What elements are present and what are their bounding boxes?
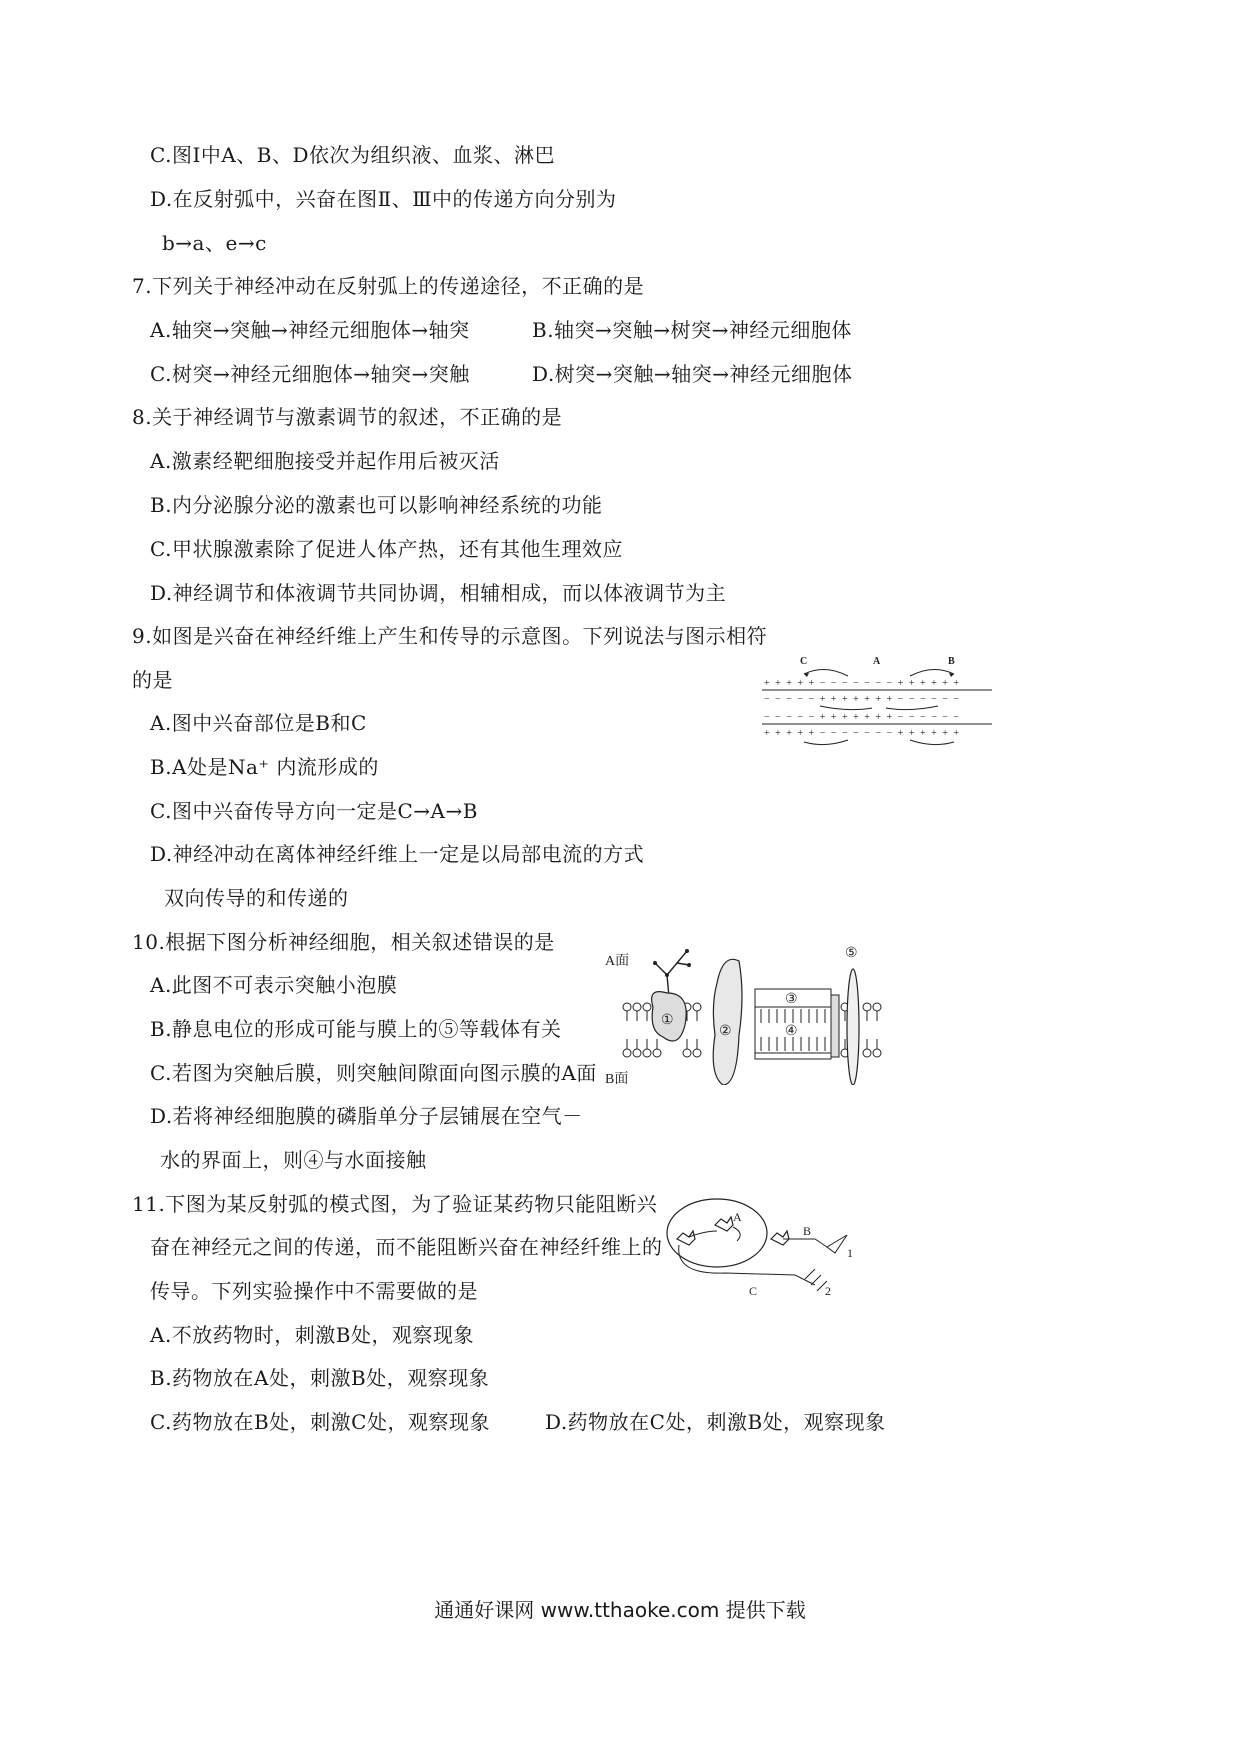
q9-stem: 9.如图是兴奋在神经纤维上产生和传导的示意图。下列说法与图示相符 xyxy=(132,624,768,648)
q8-option-b: B.内分泌腺分泌的激素也可以影响神经系统的功能 xyxy=(150,493,603,517)
membrane-side-a: A面 xyxy=(605,954,630,969)
marker-4: ④ xyxy=(785,1024,798,1039)
svg-text:+ + + + + − − − − − − − + +: + + + + + − − − − − − − + + + + + + xyxy=(764,728,961,739)
q10-stem: 10.根据下图分析神经细胞，相关叙述错误的是 xyxy=(132,930,555,954)
q9-stem-continuation: 的是 xyxy=(132,668,173,692)
arc-label-b: B xyxy=(803,1224,812,1238)
fiber-label-a: A xyxy=(873,656,881,667)
q10-option-b: B.静息电位的形成可能与膜上的⑤等载体有关 xyxy=(150,1017,562,1041)
marker-5: ⑤ xyxy=(845,946,858,961)
q7-option-a: A.轴突→突触→神经元细胞体→轴突 xyxy=(150,318,470,342)
q9-option-d: D.神经冲动在离体神经纤维上一定是以局部电流的方式 xyxy=(150,842,645,866)
q11-stem-line3: 传导。下列实验操作中不需要做的是 xyxy=(150,1279,478,1303)
q11-option-a: A.不放药物时，刺激B处，观察现象 xyxy=(150,1323,474,1347)
q9-option-d-continuation: 双向传导的和传递的 xyxy=(164,886,349,910)
q10-option-d-continuation: 水的界面上，则④与水面接触 xyxy=(160,1148,427,1172)
q9-option-b: B.A处是Na⁺ 内流形成的 xyxy=(150,755,379,779)
nerve-fiber-diagram xyxy=(760,650,1000,750)
arc-label-c: C xyxy=(749,1284,758,1298)
q8-option-a: A.激素经靶细胞接受并起作用后被灭活 xyxy=(150,449,500,473)
marker-3: ③ xyxy=(785,992,798,1007)
q7-option-b: B.轴突→突触→树突→神经元细胞体 xyxy=(532,318,852,342)
q8-option-c: C.甲状腺激素除了促进人体产热，还有其他生理效应 xyxy=(150,537,623,561)
reflex-arc-diagram xyxy=(665,1195,880,1305)
q9-option-c: C.图中兴奋传导方向一定是C→A→B xyxy=(150,799,478,823)
q11-stem-line2: 奋在神经元之间的传递，而不能阻断兴奋在神经纤维上的 xyxy=(150,1235,663,1259)
q11-stem: 11.下图为某反射弧的模式图，为了验证某药物只能阻断兴 xyxy=(132,1192,658,1216)
arc-label-2: 2 xyxy=(825,1284,831,1298)
q6-option-d-continuation: b→a、e→c xyxy=(162,231,267,255)
q9-option-a: A.图中兴奋部位是B和C xyxy=(150,711,367,735)
marker-1: ① xyxy=(661,1013,674,1028)
q7-stem: 7.下列关于神经冲动在反射弧上的传递途径，不正确的是 xyxy=(132,274,645,298)
arc-label-a: A xyxy=(733,1210,742,1224)
q11-option-c: C.药物放在B处，刺激C处，观察现象 xyxy=(150,1410,490,1434)
svg-text:− − − − − + + + + + + + − −: − − − − − + + + + + + + − − − − − − xyxy=(764,712,961,723)
fiber-label-b: B xyxy=(948,656,955,667)
q10-option-a: A.此图不可表示突触小泡膜 xyxy=(150,973,398,997)
q10-option-c: C.若图为突触后膜，则突触间隙面向图示膜的A面 xyxy=(150,1061,597,1085)
q6-option-d: D.在反射弧中，兴奋在图Ⅱ、Ⅲ中的传递方向分别为 xyxy=(150,187,617,211)
q7-option-c: C.树突→神经元细胞体→轴突→突触 xyxy=(150,362,470,386)
q8-stem: 8.关于神经调节与激素调节的叙述，不正确的是 xyxy=(132,405,563,429)
fiber-label-c: C xyxy=(800,656,808,667)
q11-option-d: D.药物放在C处，刺激B处，观察现象 xyxy=(545,1410,886,1434)
q8-option-d: D.神经调节和体液调节共同协调，相辅相成，而以体液调节为主 xyxy=(150,581,727,605)
svg-text:− − − − − + + + + + + + − −: − − − − − + + + + + + + − − − − − − xyxy=(764,694,961,705)
page-footer: 通通好课网 www.tthaoke.com 提供下载 xyxy=(434,1598,806,1622)
q11-option-b: B.药物放在A处，刺激B处，观察现象 xyxy=(150,1366,490,1390)
arc-label-1: 1 xyxy=(847,1246,853,1260)
q10-option-d: D.若将神经细胞膜的磷脂单分子层铺展在空气－ xyxy=(150,1104,583,1128)
membrane-side-b: B面 xyxy=(605,1072,629,1085)
marker-2: ② xyxy=(719,1024,732,1039)
q7-option-d: D.树突→突触→轴突→神经元细胞体 xyxy=(532,362,853,386)
svg-text:+ + + + + − − − − − − − + +: + + + + + − − − − − − − + + + + + + xyxy=(764,678,961,689)
cell-membrane-diagram xyxy=(605,935,905,1085)
q6-option-c: C.图Ⅰ中A、B、D依次为组织液、血浆、淋巴 xyxy=(150,143,556,167)
